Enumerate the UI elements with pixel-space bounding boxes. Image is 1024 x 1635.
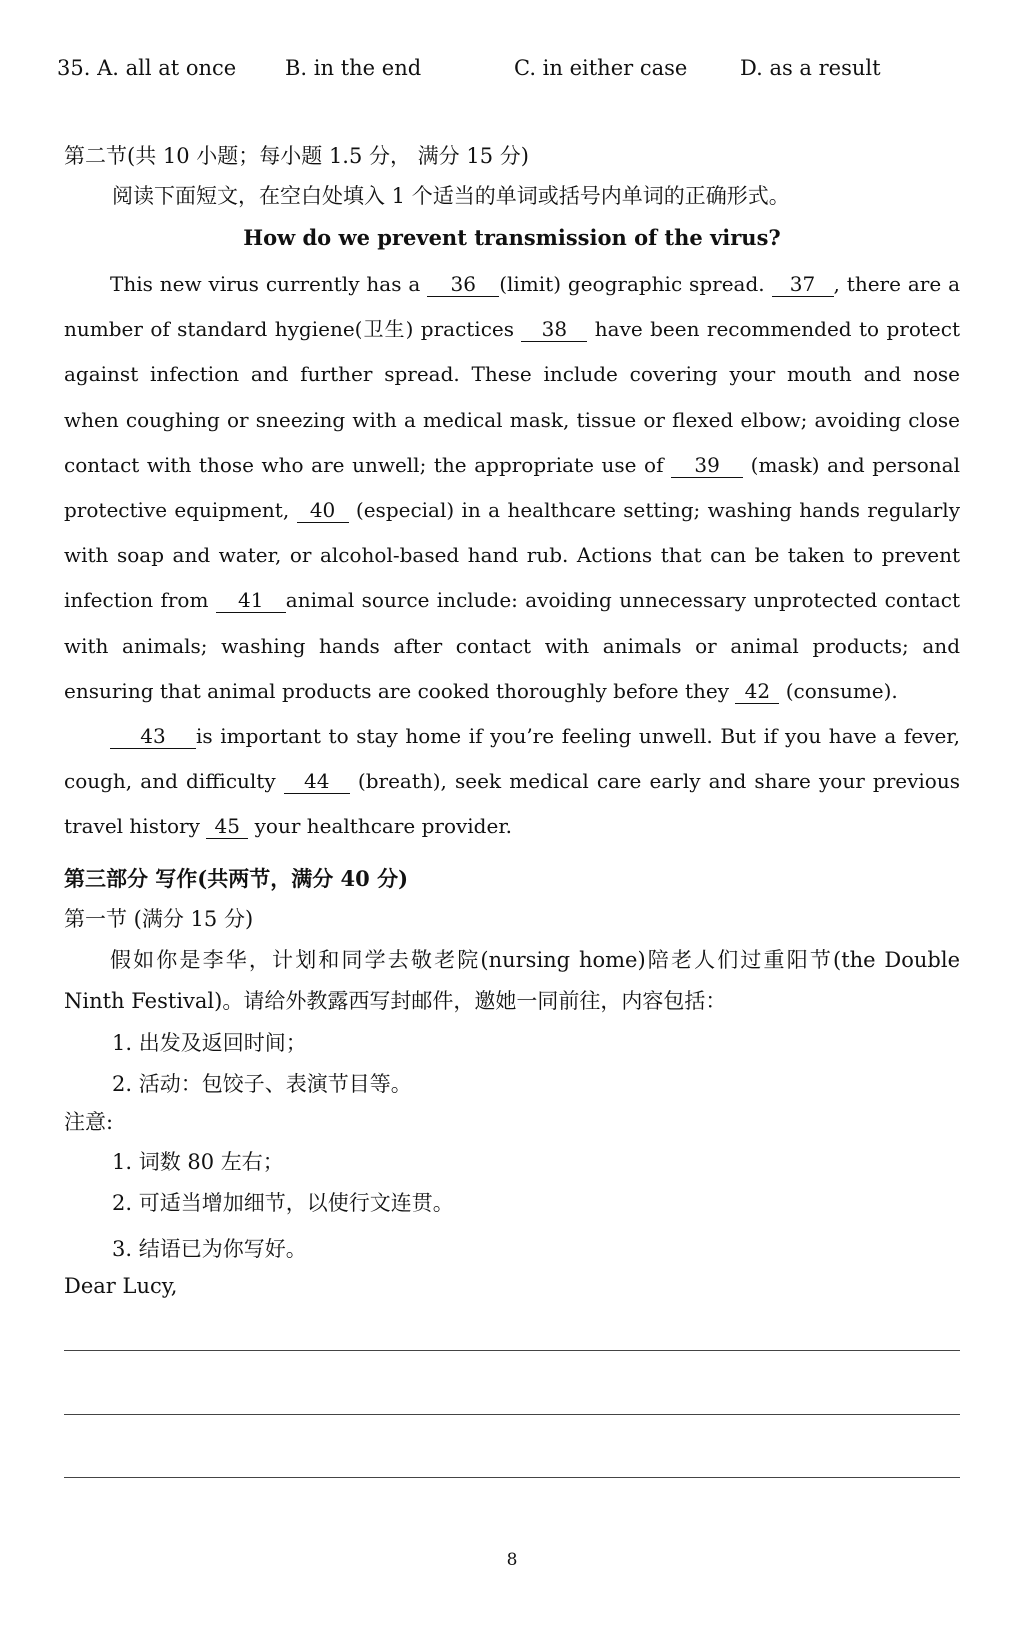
writing-line-2[interactable] [64, 1414, 960, 1415]
blank-45[interactable]: 45 [206, 814, 248, 839]
blank-44[interactable]: 44 [284, 769, 350, 794]
blank-38[interactable]: 38 [521, 317, 587, 342]
writing-line-1[interactable] [64, 1350, 960, 1351]
option-d: D. as a result [740, 56, 881, 80]
passage-paragraph-1: This new virus currently has a 36 (limit) geographic spread. 37 , there are a number of standard hygiene(卫生) practices 38 have been recommended to protect against infection and further spread. These include covering your mouth and nose when coughing or sneezing with a medical mask, tissue or flexed elbow; avoiding close contact with those who are unwell; the appropriate use of 39 (mask) and personal protective equipment, 40 (especial) in a healthcare setting; washing hands regularly with soap and water, or alcohol-based hand rub. Actions that can be taken to prevent infection from 41 animal source include: avoiding unnecessary unprotected contact with animals; washing hands after contact with animals or animal products; and ensuring that animal products are cooked thoroughly before they 42 (consume). [64, 272, 961, 703]
requirement-1: 1. 出发及返回时间； [112, 1031, 307, 1055]
part3-subheading: 第一节 (满分 15 分) [64, 907, 254, 931]
note-label: 注意: [64, 1110, 114, 1134]
blank-43[interactable]: 43 [110, 724, 196, 749]
writing-line-3[interactable] [64, 1477, 960, 1478]
option-a: 35. A. all at once [57, 56, 237, 80]
blank-41[interactable]: 41 [216, 588, 286, 613]
blank-36[interactable]: 36 [427, 272, 499, 297]
salutation: Dear Lucy, [64, 1274, 178, 1298]
section2-heading: 第二节(共 10 小题；每小题 1.5 分， 满分 15 分) [64, 144, 529, 168]
note-2: 2. 可适当增加细节，以使行文连贯。 [112, 1191, 454, 1215]
blank-42[interactable]: 42 [735, 679, 779, 704]
page-number: 8 [506, 1550, 518, 1570]
option-b: B. in the end [285, 56, 422, 80]
blank-40[interactable]: 40 [297, 498, 349, 523]
note-3: 3. 结语已为你写好。 [112, 1237, 307, 1261]
cloze-passage [64, 262, 960, 850]
writing-prompt: 假如你是李华，计划和同学去敬老院(nursing home)陪老人们过重阳节(the Double Ninth Festival)。请给外教露西写封邮件，邀她一同前往，内容包括： [64, 948, 960, 1013]
note-1: 1. 词数 80 左右； [112, 1150, 284, 1174]
blank-39[interactable]: 39 [671, 453, 743, 478]
blank-37[interactable]: 37 [772, 272, 834, 297]
requirement-2: 2. 活动：包饺子、表演节目等。 [112, 1072, 412, 1096]
passage-paragraph-2: 43 is important to stay home if you’re feeling unwell. But if you have a fever, cough, and difficulty 44 (breath), seek medical care early and share your previous travel history 45 your healthcare provider. [64, 724, 960, 839]
part3-heading: 第三部分 写作(共两节，满分 40 分) [64, 866, 409, 891]
section2-instruction: 阅读下面短文，在空白处填入 1 个适当的单词或括号内单词的正确形式。 [112, 184, 790, 208]
passage-title: How do we prevent transmission of the virus? [243, 225, 781, 250]
option-c: C. in either case [514, 56, 688, 80]
